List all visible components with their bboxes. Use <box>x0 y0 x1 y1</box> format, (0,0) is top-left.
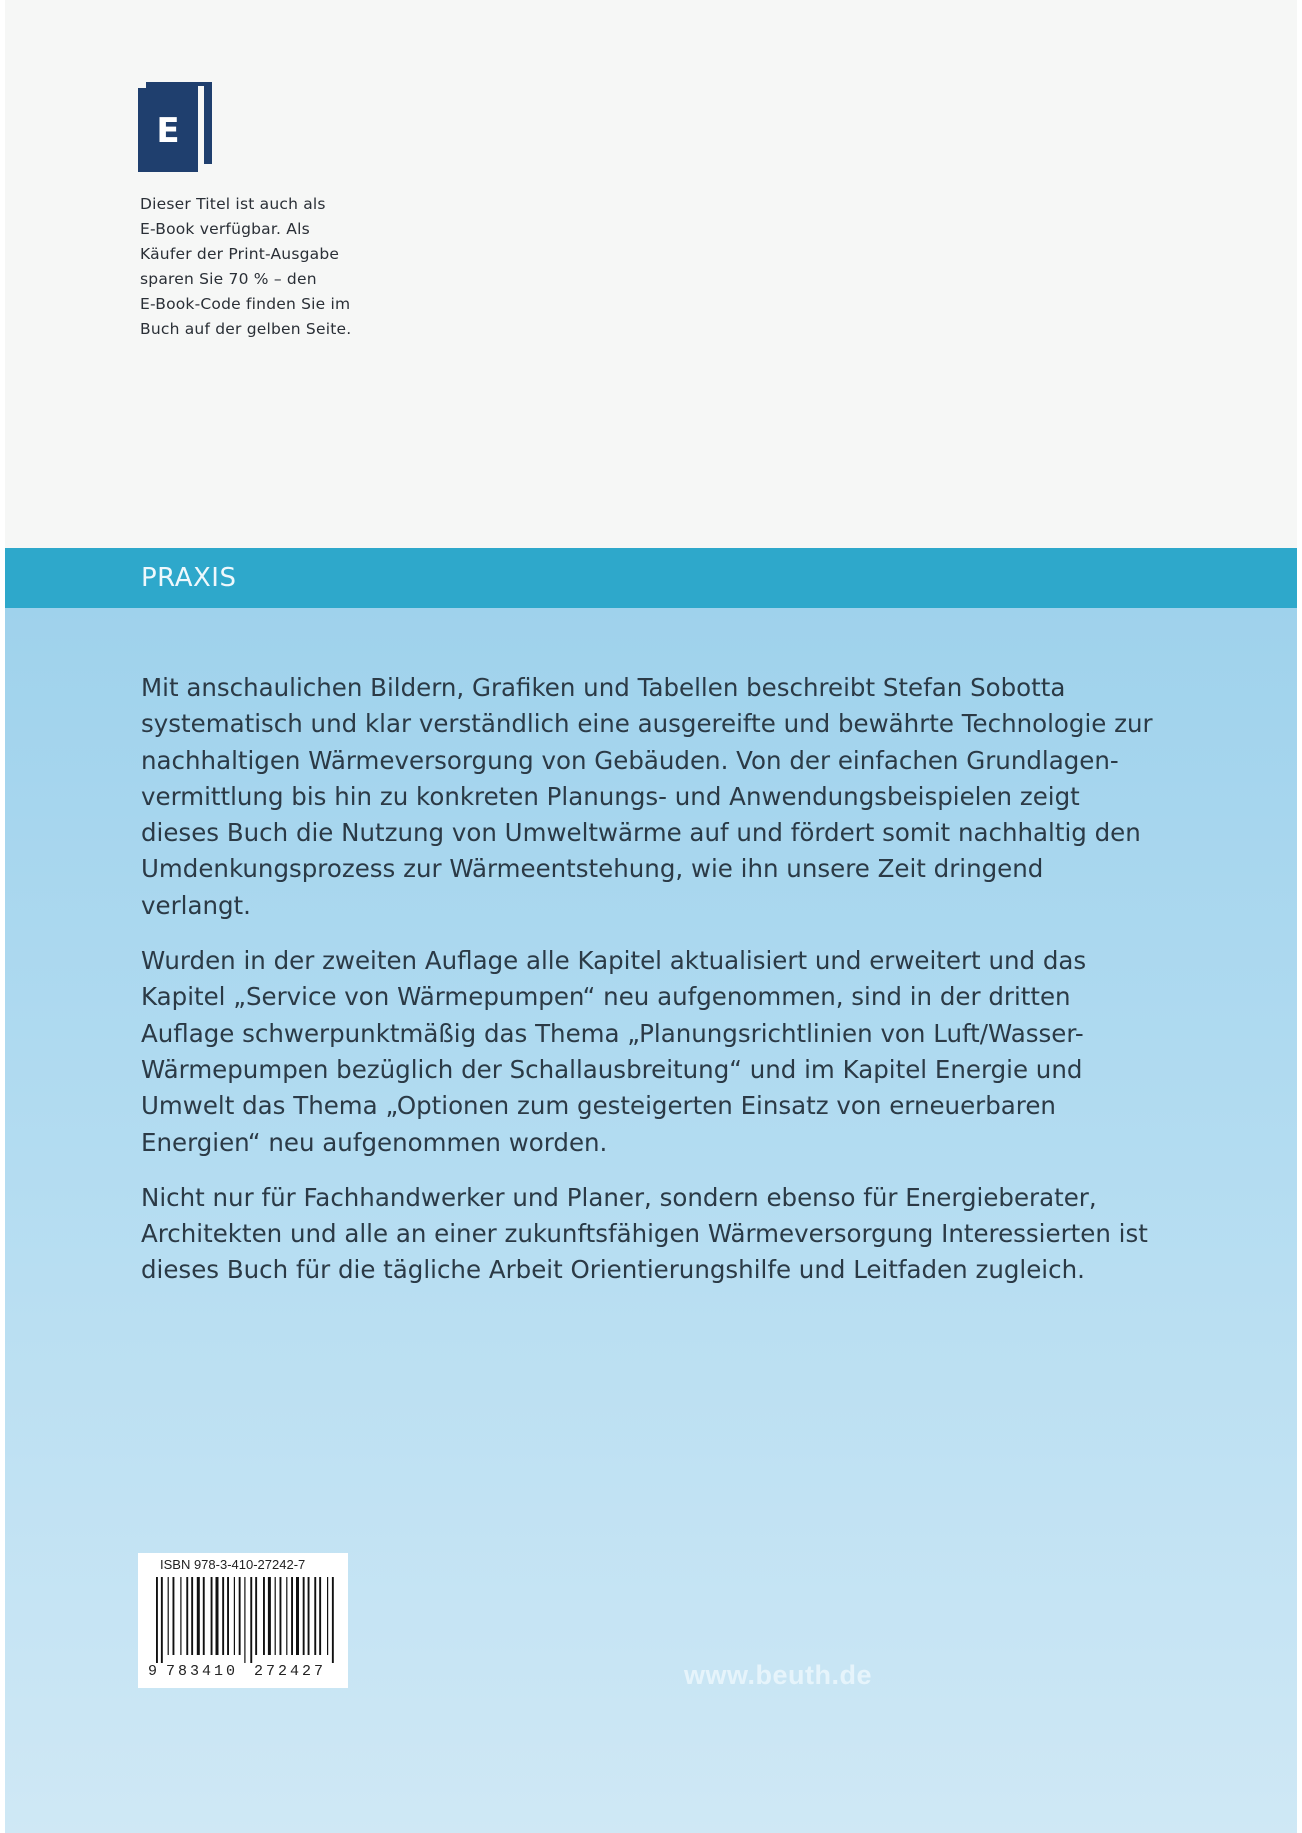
barcode-icon <box>148 1575 338 1665</box>
text-line: dieses Buch für die tägliche Arbeit Orientierungshilfe und Leitfaden zugleich. <box>141 1255 1085 1285</box>
barcode-bar <box>197 1577 200 1655</box>
barcode-bar <box>291 1577 293 1655</box>
barcode-bar <box>239 1577 241 1655</box>
isbn-label: ISBN 978-3-410-27242-7 <box>160 1557 306 1572</box>
text-line: Mit anschaulichen Bildern, Grafiken und Tabellen beschreibt Stefan Sobotta <box>141 673 1066 702</box>
text-line: Wärmepumpen bezüglich der Schallausbreitung“ und im Kapitel Energie und <box>141 1054 1083 1084</box>
ebook-note <box>140 192 400 342</box>
category-label: PRAXIS <box>141 563 237 593</box>
text-line: Wurden in der zweiten Auflage alle Kapitel aktualisiert und erweitert und das <box>141 946 1087 976</box>
barcode-digit-first: 9 <box>148 1663 158 1680</box>
text-line: dieses Buch die Nutzung von Umweltwärme auf und fördert somit nachhaltig den <box>141 818 1141 848</box>
barcode-bar <box>244 1577 245 1663</box>
barcode-bar <box>186 1577 188 1655</box>
barcode-bar <box>168 1577 169 1655</box>
barcode-bar <box>314 1577 316 1655</box>
barcode-bar <box>191 1577 193 1655</box>
ebook-note-line: Buch auf der gelben Seite. <box>140 320 352 338</box>
barcode-bar <box>332 1577 334 1663</box>
barcode-bar <box>173 1577 175 1655</box>
barcode-bar <box>156 1577 158 1663</box>
text-line: Architekten und alle an einer zukunftsfähigen Wärmeversorgung Interessierten ist <box>141 1219 1148 1249</box>
svg-text:E: E <box>156 111 180 151</box>
barcode-bar <box>263 1577 265 1655</box>
barcode-digits-right: 272427 <box>254 1663 327 1680</box>
barcode-bar <box>268 1577 271 1655</box>
barcode-bar <box>327 1577 328 1655</box>
description-text <box>141 670 1201 1308</box>
barcode-bar <box>296 1577 299 1655</box>
ebook-note-line: E-Book verfügbar. Als <box>140 220 310 238</box>
barcode-bar <box>255 1577 257 1655</box>
barcode-bar <box>280 1577 282 1655</box>
barcode-bar <box>203 1577 205 1655</box>
barcode-bar <box>303 1577 305 1655</box>
description-paragraph <box>141 943 1201 1161</box>
barcode-bar <box>286 1577 287 1655</box>
text-line: verlangt. <box>141 890 251 920</box>
description-paragraph <box>141 1180 1201 1289</box>
text-line: Energien“ neu aufgenommen worden. <box>141 1127 608 1157</box>
text-line: vermittlung bis hin zu konkreten Planungs- und Anwendungsbeispielen zeigt <box>141 781 1080 811</box>
ebook-note-line: sparen Sie 70 % – den <box>140 270 317 288</box>
text-line: systematisch und klar verständlich eine ausgereifte und bewährte Technologie zur <box>141 709 1153 739</box>
ebook-note-line: E-Book-Code finden Sie im <box>140 295 351 313</box>
text-line: Nicht nur für Fachhandwerker und Planer, sondern ebenso für Energieberater, <box>141 1182 1097 1212</box>
barcode-bar <box>216 1577 219 1655</box>
barcode-bar <box>222 1577 224 1655</box>
text-line: Kapitel „Service von Wärmepumpen“ neu aufgenommen, sind in der dritten <box>141 982 1071 1012</box>
text-line: nachhaltigen Wärmeversorgung von Gebäuden. Von der einfachen Grundlagen- <box>141 745 1119 775</box>
website-link[interactable]: www.beuth.de <box>684 1660 872 1690</box>
barcode-bar <box>234 1577 235 1655</box>
barcode-digits-left: 783410 <box>166 1663 239 1680</box>
text-line: Umdenkungsprozess zur Wärmeentstehung, wie ihn unsere Zeit dringend <box>141 854 1044 884</box>
text-line: Umwelt das Thema „Optionen zum gesteigerten Einsatz von erneuerbaren <box>141 1091 1056 1121</box>
text-line: Auflage schwerpunktmäßig das Thema „Planungsrichtlinien von Luft/Wasser- <box>141 1018 1084 1048</box>
barcode-bar <box>275 1577 276 1655</box>
barcode-bar <box>161 1577 163 1663</box>
barcode-bar <box>308 1577 310 1655</box>
ebook-note-line: Käufer der Print-Ausgabe <box>140 245 340 263</box>
barcode-bar <box>180 1577 181 1655</box>
barcode-bar <box>211 1577 213 1655</box>
ebook-note-line: Dieser Titel ist auch als <box>140 195 326 213</box>
description-paragraph <box>141 670 1201 924</box>
barcode-bar <box>227 1577 229 1655</box>
barcode-bar <box>250 1577 252 1663</box>
ebook-icon <box>138 82 212 172</box>
barcode-bar <box>319 1577 321 1655</box>
